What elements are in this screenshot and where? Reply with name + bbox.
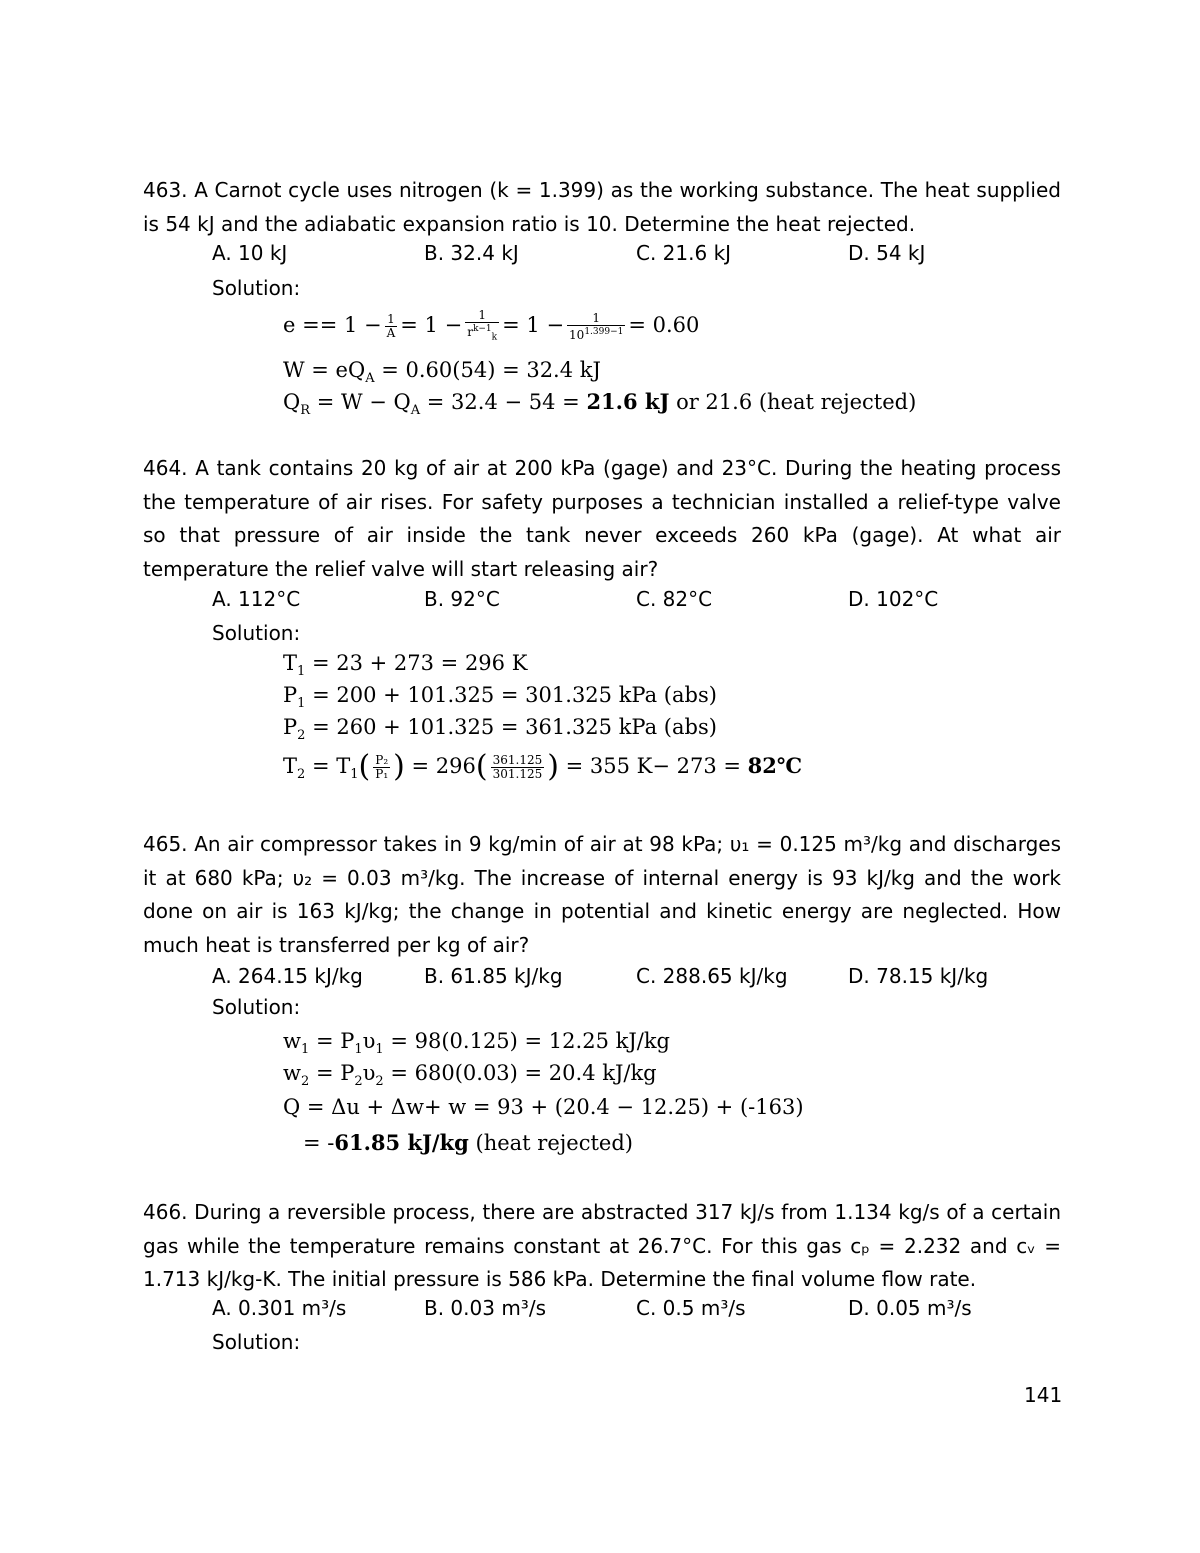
choice-c: C. 21.6 kJ [636, 241, 732, 265]
problem-466-stem: 466. During a reversible process, there are abstracted 317 kJ/s from 1.134 kg/s of a certain gas while the temperature remains constant at 26.7°C. For this gas cₚ = 2.232 and cᵥ = 1.713 kJ/kg-K. The initial pressure is 586 kPa. Determine the final volume flow rate. [143, 1200, 1061, 1291]
choice-c: C. 82°C [636, 587, 713, 611]
equation-p1: $P_1 = 200 + 101.325 = 301.325$ kPa (abs) [283, 683, 717, 711]
equation-heat-rejected: $Q_R = W - Q_A = 32.4 - 54 = 21.6$ kJ or 21.6 (heat rejected) [283, 389, 917, 418]
equation-w2: $w_2 = P_2\upsilon_2 = 680(0.03) = 20.4$ kJ/kg [283, 1061, 657, 1089]
equation-p2: $P_2 = 260 + 101.325 = 361.325$ kPa (abs) [283, 715, 717, 743]
choice-b: B. 0.03 m³/s [424, 1296, 546, 1320]
solution-label: Solution: [212, 621, 301, 645]
choice-d: D. 78.15 kJ/kg [848, 964, 989, 988]
problem-464-choices [212, 587, 1072, 619]
problem-465-choices [212, 964, 1072, 996]
choice-d: D. 54 kJ [848, 241, 926, 265]
choice-d: D. 102°C [848, 587, 939, 611]
solution-label: Solution: [212, 276, 301, 300]
problem-465-stem: 465. An air compressor takes in 9 kg/min of air at 98 kPa; υ₁ = 0.125 m³/kg and discharges it at 680 kPa; υ₂ = 0.03 m³/kg. The increase of internal energy is 93 kJ/kg and the work done on air is 163 kJ/kg; the change in potential and kinetic energy are neglected. How much heat is transferred per kg of air? [143, 832, 1061, 957]
problem-463-stem: 463. A Carnot cycle uses nitrogen (k = 1.399) as the working substance. The heat supplied is 54 kJ and the adiabatic expansion ratio is 10. Determine the heat rejected. [143, 178, 1061, 236]
equation-t2: $T_2 = T_1$( $\frac{\text{P₂}}{\text{P₁}}$ ) = 296( $\frac{361.125}{301.125}$ ) = 355 K− 273 = 82℃ [283, 749, 803, 784]
problem-466-choices [212, 1296, 1072, 1328]
choice-c: C. 288.65 kJ/kg [636, 964, 788, 988]
choice-a: A. 264.15 kJ/kg [212, 964, 363, 988]
equation-w1: $w_1 = P_1\upsilon_1 = 98(0.125) = 12.25$ kJ/kg [283, 1029, 670, 1057]
choice-a: A. 10 kJ [212, 241, 288, 265]
equation-work: $W = eQ_A = 0.60(54) = 32.4$ kJ [283, 358, 601, 386]
problem-463-choices [212, 241, 1072, 273]
choice-a: A. 112°C [212, 587, 301, 611]
solution-label: Solution: [212, 995, 301, 1019]
page-number: 141 [1024, 1383, 1063, 1407]
choice-b: B. 61.85 kJ/kg [424, 964, 563, 988]
solution-label: Solution: [212, 1330, 301, 1354]
choice-b: B. 32.4 kJ [424, 241, 519, 265]
equation-q: Q = Δu + Δw+ w = 93 + (20.4 − 12.25) + (-163) [283, 1095, 804, 1119]
choice-d: D. 0.05 m³/s [848, 1296, 972, 1320]
choice-c: C. 0.5 m³/s [636, 1296, 746, 1320]
choice-a: A. 0.301 m³/s [212, 1296, 347, 1320]
equation-efficiency: e == 1 − $\frac{1}{A}$ = 1 − $\frac{1}{r^{k-1}_k}$ = 1 − $\frac{1}{10^{1.399-1}}$ = 0.60 [283, 308, 700, 343]
problem-464-stem: 464. A tank contains 20 kg of air at 200 kPa (gage) and 23°C. During the heating process the temperature of air rises. For safety purposes a technician installed a relief-type valve so that pressure of air inside the tank never exceeds 260 kPa (gage). At what air temperature the relief valve will start releasing air? [143, 456, 1061, 581]
equation-t1: $T_1 = 23 + 273 = 296$ K [283, 651, 528, 679]
choice-b: B. 92°C [424, 587, 500, 611]
equation-q-result: = -61.85 kJ/kg (heat rejected) [303, 1130, 633, 1155]
